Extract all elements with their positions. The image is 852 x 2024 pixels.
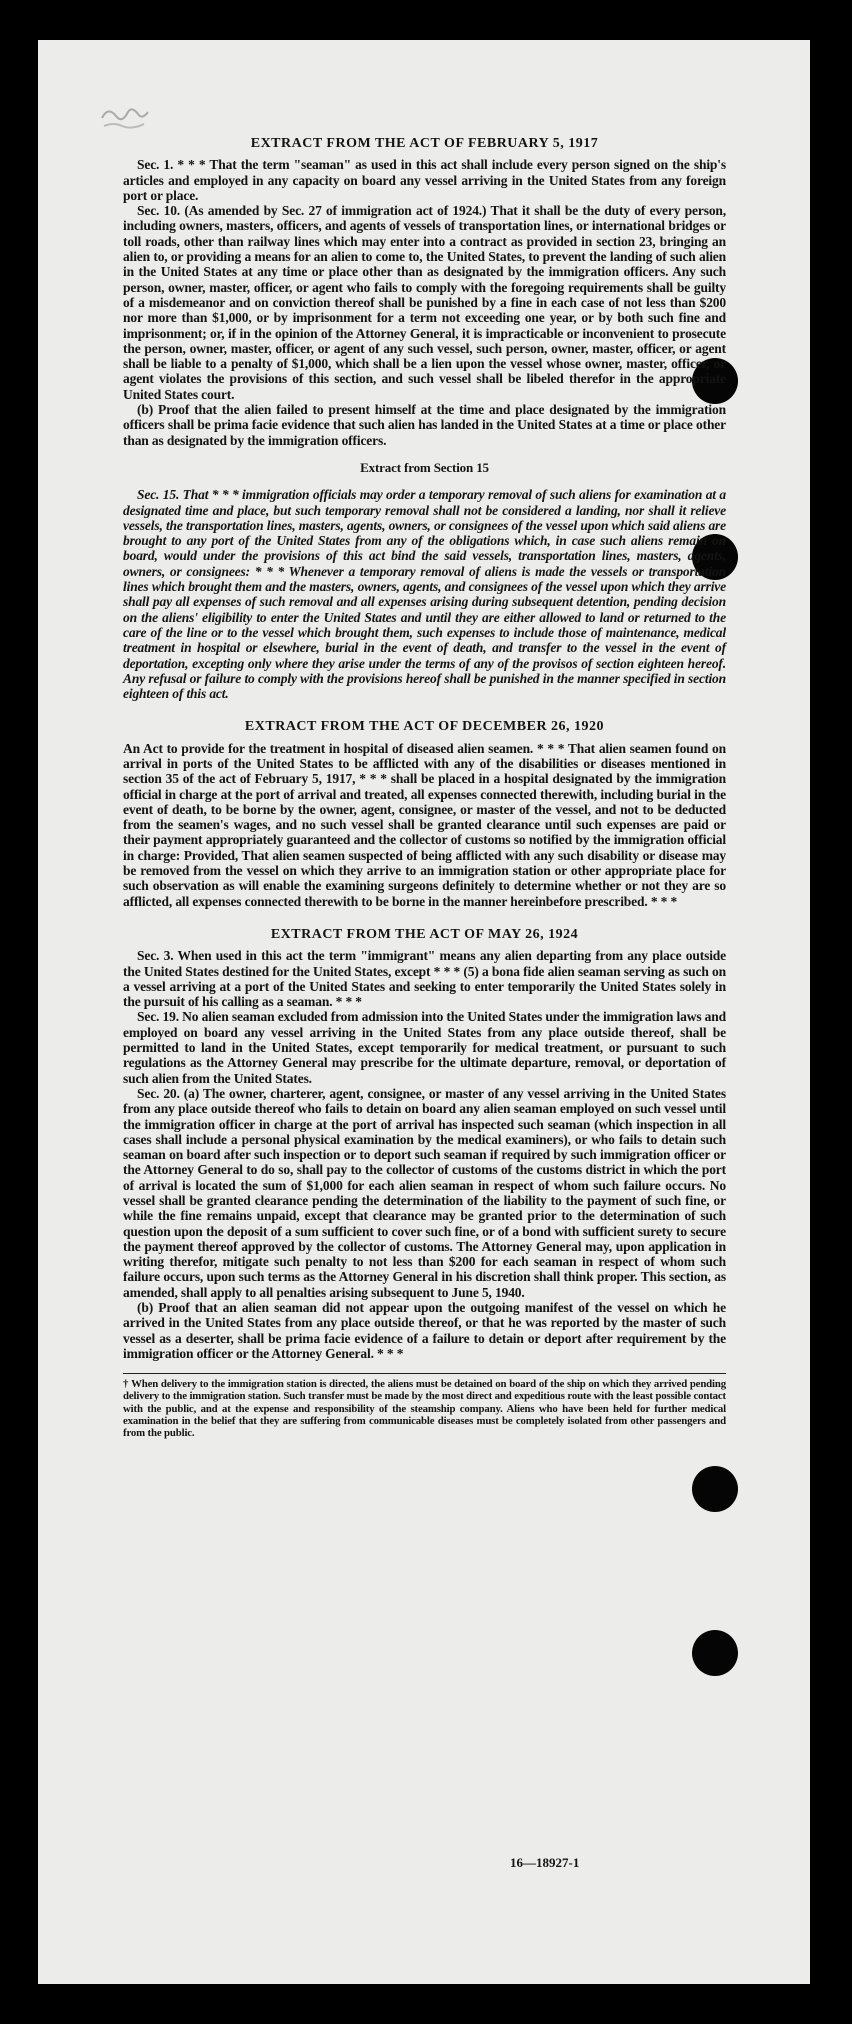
paragraph-sec-10: Sec. 10. (As amended by Sec. 27 of immigration act of 1924.) That it shall be the duty of every person, including owners, masters, officers, and agents of vessels of transportation lines, or international bridges or toll roads, other than railway lines which may enter into a contract as provided in section 23, bringing an alien to, or providing a means for an alien to come to, the United States, to prevent the landing of such alien in the United States at any time or place other than as designated by the immigration officers. Any such person, owner, master, officer, or agent who fails to comply with the foregoing requirements shall be guilty of a misdemeanor and on conviction thereof shall be punished by a fine in each case of not less than $200 nor more than $1,000, or by imprisonment for a term not exceeding one year, or by both such fine and imprisonment; or, if in the opinion of the Attorney General, it is impracticable or inconvenient to prosecute the person, owner, master, officer, or agent of any such vessel, such person, owner, master, officer, or agent shall be liable to a penalty of $1,000, which shall be a lien upon the vessel whose owner, master, officer, or agent violates the provisions of this section, and such vessel shall be libeled therefor in the appropriate United States court.	[123, 203, 726, 402]
paragraph-sec-15: Sec. 15. That * * * immigration officials may order a temporary removal of such aliens for examination at a designated time and place, but such temporary removal shall not be considered a landing, nor shall it relieve vessels, the transportation lines, masters, agents, owners, or consignees of the vessel upon which said aliens are brought to any port of the United States from any of the obligations which, in case such aliens remain on board, would under the provisions of this act bind the said vessels, transportation lines, masters, agents, owners, or consignees: * * * Whenever a temporary removal of aliens is made the vessels or transportation lines which brought them and the masters, owners, agents, and consignees of the vessel upon which they arrive shall pay all expenses of such removal and all expenses arising during subsequent detention, pending decision on the aliens' eligibility to enter the United States and until they are either allowed to land or returned to the care of the line or to the vessel which brought them, such expenses to include those of maintenance, medical treatment in hospital or elsewhere, burial in the event of death, and transfer to the vessel in the event of deportation, excepting only where they arise under the terms of any of the provisos of section eighteen hereof. Any refusal or failure to comply with the provisions hereof shall be punished in the manner specified in section eighteen of this act.	[123, 487, 726, 702]
paragraph-sec-19: Sec. 19. No alien seaman excluded from admission into the United States under the immigration laws and employed on board any vessel arriving in the United States from any place outside thereof, shall be permitted to land in the United States, except temporarily for medical treatment, or pursuant to such regulations as the Attorney General may prescribe for the ultimate departure, removal, or deportation of such alien from the United States.	[123, 1009, 726, 1086]
footnote-divider	[123, 1373, 726, 1374]
punch-hole	[692, 1630, 738, 1676]
paragraph-sec-20-b: (b) Proof that an alien seaman did not appear upon the outgoing manifest of the vessel on which he arrived in the United States from any place outside thereof, or that he was reported by the master of such vessel as a deserter, shall be prima facie evidence of a failure to detain or deport after requirement by the immigration officer or the Attorney General. * * *	[123, 1300, 726, 1361]
heading-section-15: Extract from Section 15	[360, 459, 489, 475]
form-code: 16—18927-1	[510, 1855, 580, 1870]
heading-act-1920: EXTRACT FROM THE ACT OF DECEMBER 26, 1920	[244, 719, 605, 735]
document-body	[123, 136, 726, 1439]
heading-act-1924: EXTRACT FROM THE ACT OF MAY 26, 1924	[270, 926, 579, 942]
paragraph-sec-3: Sec. 3. When used in this act the term "immigrant" means any alien departing from any place outside the United States destined for the United States, except * * * (5) a bona fide alien seaman serving as such on a vessel arriving at a port of the United States and seeking to enter temporarily the United States solely in the pursuit of his calling as a seaman. * * *	[123, 948, 726, 1010]
handwritten-mark	[98, 96, 156, 136]
heading-act-1917: EXTRACT FROM THE ACT OF FEBRUARY 5, 1917	[250, 136, 599, 151]
paragraph-act-1920: An Act to provide for the treatment in hospital of diseased alien seamen. * * * That alien seamen found on arrival in ports of the United States to be afflicted with any of the disabilities or diseases mentioned in section 35 of the act of February 5, 1917, * * * shall be placed in a hospital designated by the immigration official in charge at the port of arrival and treated, all expenses connected therewith, including burial in the event of death, to be borne by the owner, agent, consignee, or master of the vessel, and not to be deducted from the seamen's wages, and no such vessel shall be granted clearance until such expenses are paid or their payment appropriately guaranteed and the collector of customs so notified by the immigration official in charge: Provided, That alien seamen suspected of being afflicted with any such disability or disease may be removed from the vessel on which they arrive to an immigration station or other appropriate place for such observation as will enable the examining surgeons definitely to determine whether or not they are so afflicted, all expenses connected therewith to be borne in the manner hereinbefore prescribed. * * *	[123, 740, 726, 909]
footnote: † When delivery to the immigration station is directed, the aliens must be detained on board of the ship on which they arrived pending delivery to the immigration station. Such transfer must be made by the most direct and expeditious route with the least possible contact with the public, and at the expense and responsibility of the steamship company. Aliens who have been held for further medical examination in the belief that they are suffering from communicable diseases must be completely isolated from other passengers and from the public.	[123, 1378, 726, 1440]
paragraph-sec-1: Sec. 1. * * * That the term "seaman" as used in this act shall include every person signed on the ship's articles and employed in any capacity on board any vessel arriving in the United States from any foreign port or place.	[123, 157, 726, 203]
paragraph-sec-20-a: Sec. 20. (a) The owner, charterer, agent, consignee, or master of any vessel arriving in the United States from any place outside thereof who fails to detain on board any alien seaman employed on such vessel until the immigration officer in charge at the port of arrival has inspected such seaman (which inspection in all cases shall include a personal physical examination by the medical examiners), or who fails to detain such seaman on board after such inspection or to deport such seaman if required by such immigration officer or the Attorney General to do so, shall pay to the collector of customs of the customs district in which the port of arrival is located the sum of $1,000 for each alien seaman in respect of whom such failure occurs. No vessel shall be granted clearance pending the determination of the liability to the payment of such fine, or while the fine remains unpaid, except that clearance may be granted prior to the determination of such question upon the deposit of a sum sufficient to cover such fine, or of a bond with sufficient surety to secure the payment thereof approved by the collector of customs. The Attorney General may, upon application in writing therefor, mitigate such penalty to not less than $200 for each seaman in respect of whom such failure occurs, upon such terms as the Attorney General in his discretion shall think proper. This section, as amended, shall apply to all penalties arising subsequent to June 5, 1940.	[123, 1085, 726, 1300]
punch-hole	[692, 1466, 738, 1512]
paragraph-sec-10-b: (b) Proof that the alien failed to present himself at the time and place designated by the immigration officers shall be prima facie evidence that such alien has landed in the United States at a time or place other than as designated by the immigration officers.	[123, 402, 726, 448]
